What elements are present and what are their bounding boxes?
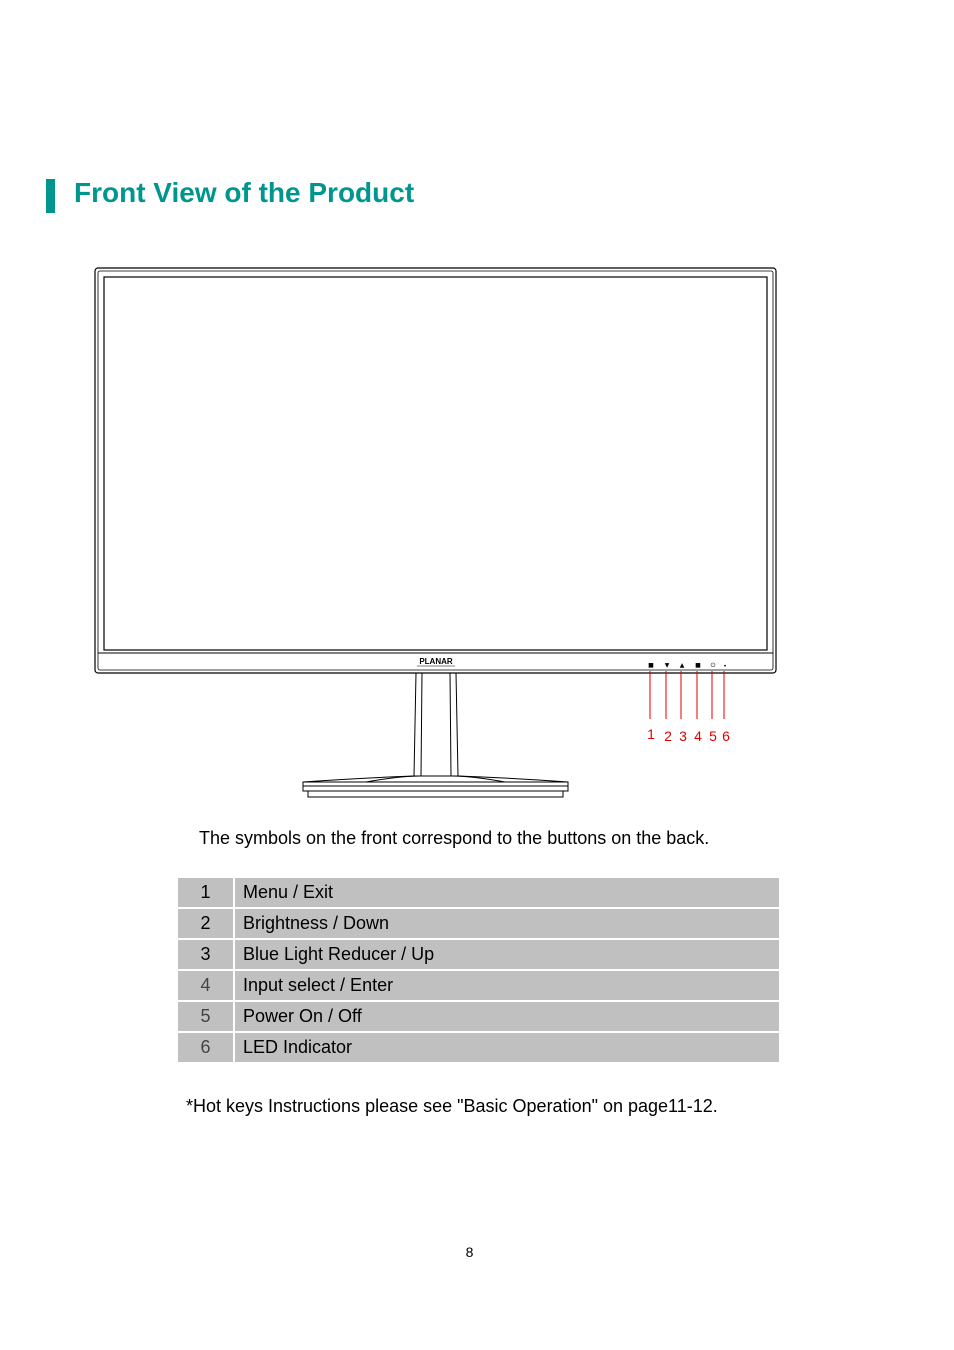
button-number: 5 <box>178 1001 234 1032</box>
page-number: 8 <box>465 1244 474 1260</box>
table-row <box>178 1032 779 1063</box>
button-function: Blue Light Reducer / Up <box>234 939 779 970</box>
monitor-bezel-inner <box>98 271 773 670</box>
section-title: Front View of the Product <box>74 177 415 208</box>
button-function: LED Indicator <box>234 1032 779 1063</box>
button-number: 1 <box>178 878 234 908</box>
callout-number-1: 1 <box>647 726 655 742</box>
monitor-bezel-outer <box>95 268 776 673</box>
table-row <box>178 878 779 908</box>
diagram-caption: The symbols on the front correspond to the buttons on the back. <box>199 828 710 848</box>
button-function: Power On / Off <box>234 1001 779 1032</box>
monitor-stand-base <box>303 776 568 797</box>
callout-number-5: 5 <box>709 728 717 744</box>
callout-number-3: 3 <box>679 728 687 744</box>
table-row <box>178 970 779 1001</box>
button-function-table <box>178 878 779 1064</box>
button-symbol-2: ▼ <box>664 662 670 669</box>
button-number: 6 <box>178 1032 234 1063</box>
button-symbol-4: ■ <box>695 662 701 669</box>
callout-number-2: 2 <box>664 728 672 744</box>
table-row <box>178 908 779 939</box>
table-row <box>178 939 779 970</box>
brand-logo: PLANAR <box>419 657 453 666</box>
button-function: Input select / Enter <box>234 970 779 1001</box>
button-function: Menu / Exit <box>234 878 779 908</box>
button-symbol-5: ⏻ <box>710 662 716 669</box>
button-number: 2 <box>178 908 234 939</box>
button-symbol-6: • <box>723 663 727 670</box>
monitor-stand-neck <box>414 673 458 776</box>
button-number: 4 <box>178 970 234 1001</box>
table-row <box>178 1001 779 1032</box>
monitor-screen <box>104 277 767 650</box>
button-function: Brightness / Down <box>234 908 779 939</box>
button-symbol-3: ▲ <box>679 662 685 669</box>
callout-number-4: 4 <box>694 728 702 744</box>
hotkeys-note: *Hot keys Instructions please see "Basic Operation" on page11-12. <box>186 1096 718 1116</box>
callout-number-6: 6 <box>722 728 730 744</box>
button-symbol-1: ■ <box>648 662 654 669</box>
button-number: 3 <box>178 939 234 970</box>
